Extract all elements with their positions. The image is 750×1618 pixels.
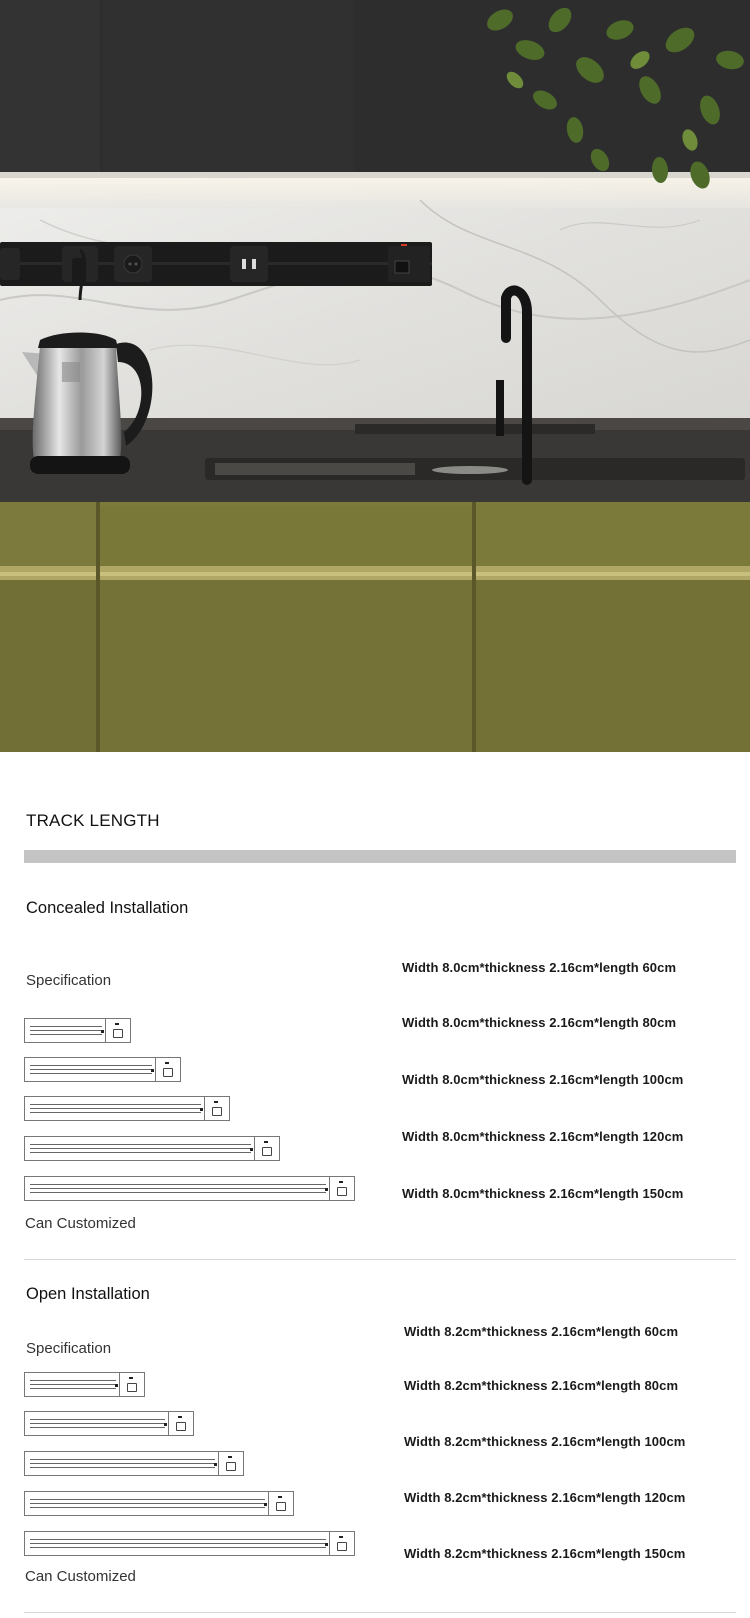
track-socket-icon bbox=[163, 1068, 173, 1077]
concealed-track-100cm bbox=[24, 1096, 230, 1121]
concealed-installation-title: Concealed Installation bbox=[26, 899, 189, 917]
open-spec-60: Width 8.2cm*thickness 2.16cm*length 60cm bbox=[404, 1324, 679, 1339]
track-socket-icon bbox=[337, 1542, 347, 1551]
track-socket-icon bbox=[276, 1502, 286, 1511]
concealed-divider bbox=[24, 1259, 736, 1260]
concealed-specification-label: Specification bbox=[26, 972, 112, 989]
track-socket-icon bbox=[262, 1147, 272, 1156]
concealed-spec-60: Width 8.0cm*thickness 2.16cm*length 60cm bbox=[402, 960, 677, 975]
concealed-track-80cm bbox=[24, 1057, 181, 1082]
track-socket-icon bbox=[113, 1029, 123, 1038]
concealed-track-120cm bbox=[24, 1136, 280, 1161]
track-socket-icon bbox=[176, 1422, 186, 1431]
open-track-60cm bbox=[24, 1372, 145, 1397]
open-track-80cm bbox=[24, 1411, 194, 1436]
concealed-track-150cm bbox=[24, 1176, 355, 1201]
open-spec-80: Width 8.2cm*thickness 2.16cm*length 80cm bbox=[404, 1378, 679, 1393]
track-socket-icon bbox=[337, 1187, 347, 1196]
open-track-150cm bbox=[24, 1531, 355, 1556]
concealed-spec-120: Width 8.0cm*thickness 2.16cm*length 120cm bbox=[402, 1129, 684, 1144]
open-track-120cm bbox=[24, 1491, 294, 1516]
open-divider bbox=[24, 1612, 736, 1613]
concealed-track-60cm bbox=[24, 1018, 131, 1043]
concealed-spec-80: Width 8.0cm*thickness 2.16cm*length 80cm bbox=[402, 1015, 677, 1030]
track-socket-icon bbox=[212, 1107, 222, 1116]
track-socket-icon bbox=[226, 1462, 236, 1471]
concealed-spec-150: Width 8.0cm*thickness 2.16cm*length 150cm bbox=[402, 1186, 684, 1201]
hero-kitchen-image bbox=[0, 0, 750, 752]
concealed-can-customized-label: Can Customized bbox=[25, 1215, 136, 1232]
open-spec-120: Width 8.2cm*thickness 2.16cm*length 120cm bbox=[404, 1490, 686, 1505]
track-usb-module bbox=[230, 246, 268, 282]
open-spec-150: Width 8.2cm*thickness 2.16cm*length 150cm bbox=[404, 1546, 686, 1561]
open-installation-title: Open Installation bbox=[26, 1285, 150, 1303]
kitchen-illustration bbox=[0, 0, 750, 752]
open-specification-label: Specification bbox=[26, 1340, 112, 1357]
concealed-spec-100: Width 8.0cm*thickness 2.16cm*length 100cm bbox=[402, 1072, 684, 1087]
open-spec-100: Width 8.2cm*thickness 2.16cm*length 100cm bbox=[404, 1434, 686, 1449]
open-can-customized-label: Can Customized bbox=[25, 1568, 136, 1585]
section-divider-bar bbox=[24, 850, 736, 863]
open-track-100cm bbox=[24, 1451, 244, 1476]
track-socket-icon bbox=[127, 1383, 137, 1392]
section-title: TRACK LENGTH bbox=[26, 811, 160, 830]
